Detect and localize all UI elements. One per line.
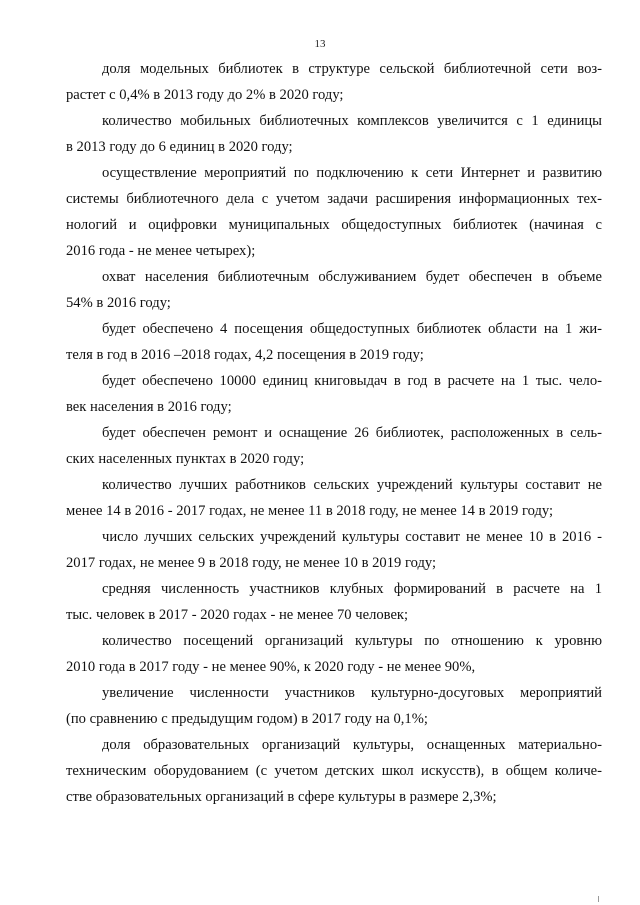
paragraph (66, 368, 602, 420)
text-line: (по сравнению с предыдущим годом) в 2017 году на 0,1%; (66, 711, 428, 727)
text-line: количество лучших работников сельских учреждений культуры составит не (102, 477, 602, 493)
text-line: доля модельных библиотек в структуре сельской библиотечной сети воз- (102, 61, 602, 77)
text-line: средняя численность участников клубных формирований в расчете на 1 (102, 581, 602, 597)
text-line: системы библиотечного дела с учетом задачи расширения информационных тех- (66, 191, 602, 207)
text-line: тыс. человек в 2017 - 2020 годах - не менее 70 человек; (66, 607, 409, 623)
text-line: растет с 0,4% в 2013 году до 2% в 2020 году; (66, 87, 344, 103)
text-line: количество мобильных библиотечных комплексов увеличится с 1 единицы (102, 113, 602, 129)
text-line: нологий и оцифровки муниципальных общедоступных библиотек (начиная с (66, 217, 602, 233)
text-line: ских населенных пунктах в 2020 году; (66, 451, 305, 467)
text-line: 2016 года - не менее четырех); (66, 243, 256, 259)
text-line: стве образовательных организаций в сфере культуры в размере 2,3%; (66, 789, 497, 805)
scan-mark (598, 896, 599, 902)
text-line: будет обеспечено 4 посещения общедоступных библиотек области на 1 жи- (102, 321, 602, 337)
paragraph (66, 680, 602, 732)
text-line: осуществление мероприятий по подключению к сети Интернет и развитию (102, 165, 602, 181)
text-line: 2010 года в 2017 году - не менее 90%, к 2020 году - не менее 90%, (66, 659, 476, 675)
paragraph (66, 576, 602, 628)
document-body (66, 56, 602, 810)
text-line: охват населения библиотечным обслуживанием будет обеспечен в объеме (102, 269, 602, 285)
text-line: в 2013 году до 6 единиц в 2020 году; (66, 139, 293, 155)
paragraph (66, 732, 602, 810)
page-number: 13 (314, 38, 326, 50)
text-line: будет обеспечено 10000 единиц книговыдач в год в расчете на 1 тыс. чело- (102, 373, 602, 389)
paragraph (66, 420, 602, 472)
text-line: менее 14 в 2016 - 2017 годах, не менее 11 в 2018 году, не менее 14 в 2019 году; (66, 503, 554, 519)
text-line: техническим оборудованием (с учетом детских школ искусств), в общем количе- (66, 763, 602, 779)
text-line: количество посещений организаций культуры по отношению к уровню (102, 633, 602, 649)
paragraph (66, 160, 602, 264)
paragraph (66, 108, 602, 160)
paragraph (66, 316, 602, 368)
text-line: будет обеспечен ремонт и оснащение 26 библиотек, расположенных в сель- (102, 425, 602, 441)
paragraph (66, 56, 602, 108)
paragraph (66, 264, 602, 316)
text-line: число лучших сельских учреждений культуры составит не менее 10 в 2016 - (102, 529, 602, 545)
paragraph (66, 524, 602, 576)
text-line: век населения в 2016 году; (66, 399, 232, 415)
paragraph (66, 628, 602, 680)
text-line: теля в год в 2016 –2018 годах, 4,2 посещения в 2019 году; (66, 347, 424, 363)
text-line: увеличение численности участников культурно-досуговых мероприятий (102, 685, 602, 701)
paragraph (66, 472, 602, 524)
text-line: доля образовательных организаций культуры, оснащенных материально- (102, 737, 602, 753)
text-line: 2017 годах, не менее 9 в 2018 году, не менее 10 в 2019 году; (66, 555, 437, 571)
text-line: 54% в 2016 году; (66, 295, 171, 311)
